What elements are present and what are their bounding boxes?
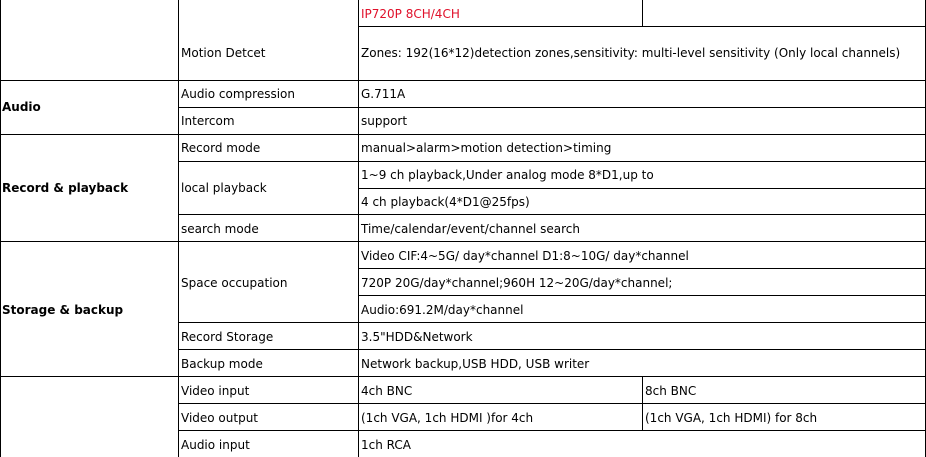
- space-occupation-line1: Video CIF:4~5G/ day*channel D1:8~10G/ day*channel: [361, 249, 689, 263]
- space-occupation-label: Space occupation: [181, 276, 288, 290]
- grid-line: [0, 134, 926, 135]
- grid-line: [358, 0, 359, 457]
- local-playback-line2: 4 ch playback(4*D1@25fps): [361, 195, 530, 209]
- record-storage-label: Record Storage: [181, 330, 274, 344]
- category-storage-backup: Storage & backup: [2, 303, 124, 317]
- motion-detect-label: Motion Detcet: [181, 46, 266, 60]
- video-output-4ch: (1ch VGA, 1ch HDMI )for 4ch: [361, 411, 534, 425]
- backup-mode-label: Backup mode: [181, 357, 263, 371]
- video-input-label: Video input: [181, 384, 250, 398]
- grid-line: [178, 107, 926, 108]
- grid-line: [642, 0, 643, 26]
- space-occupation-line2: 720P 20G/day*channel;960H 12~20G/day*channel;: [361, 276, 673, 290]
- grid-line: [178, 349, 926, 350]
- video-output-label: Video output: [181, 411, 259, 425]
- local-playback-line1: 1~9 ch playback,Under analog mode 8*D1,up to: [361, 168, 654, 182]
- category-record-playback: Record & playback: [2, 181, 129, 195]
- video-input-8ch: 8ch BNC: [645, 384, 697, 398]
- grid-line: [0, 376, 926, 377]
- grid-line: [178, 403, 926, 404]
- search-mode-value: Time/calendar/event/channel search: [361, 222, 581, 236]
- category-audio: Audio: [2, 100, 41, 114]
- grid-line: [0, 80, 926, 81]
- record-mode-value: manual>alarm>motion detection>timing: [361, 141, 612, 155]
- grid-line: [178, 161, 926, 162]
- intercom-value: support: [361, 114, 408, 128]
- video-input-4ch: 4ch BNC: [361, 384, 413, 398]
- grid-line: [178, 322, 926, 323]
- grid-line: [358, 268, 926, 269]
- intercom-label: Intercom: [181, 114, 235, 128]
- audio-compression-label: Audio compression: [181, 87, 296, 101]
- grid-line: [178, 214, 926, 215]
- backup-mode-value: Network backup,USB HDD, USB writer: [361, 357, 590, 371]
- grid-line: [358, 295, 926, 296]
- grid-line: [358, 26, 926, 27]
- grid-line: [0, 241, 926, 242]
- search-mode-label: search mode: [181, 222, 259, 236]
- grid-line: [178, 0, 179, 457]
- local-playback-label: local playback: [181, 181, 267, 195]
- video-output-8ch: (1ch VGA, 1ch HDMI) for 8ch: [645, 411, 818, 425]
- audio-input-label: Audio input: [181, 438, 250, 452]
- ip-camera-channels: IP720P 8CH/4CH: [361, 7, 460, 21]
- record-storage-value: 3.5"HDD&Network: [361, 330, 473, 344]
- grid-line: [178, 430, 926, 431]
- audio-input-value: 1ch RCA: [361, 438, 411, 452]
- record-mode-label: Record mode: [181, 141, 261, 155]
- motion-detect-value: Zones: 192(16*12)detection zones,sensitivity: multi-level sensitivity (Only local channels): [361, 46, 901, 60]
- space-occupation-line3: Audio:691.2M/day*channel: [361, 303, 524, 317]
- grid-line: [0, 0, 1, 457]
- grid-line: [358, 188, 926, 189]
- audio-compression-value: G.711A: [361, 87, 406, 101]
